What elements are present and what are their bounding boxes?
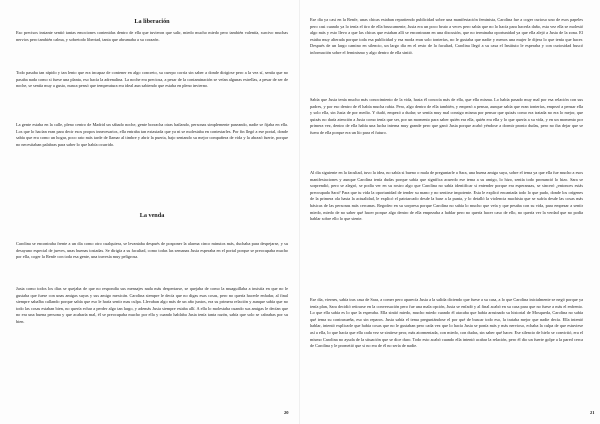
right-paragraph-3: Al día siguiente en la facultad, tuvo la idea, no sabía si bueno o mala de preguntarle a Sara, una buena amiga suya, sobre el tema ya que ella fue mucho a esos manifestaciones y aunque Carolina tenía dudas porque sabía que significa acuerdo ese tema a su amigo, lo hizo, sentía todo pronunció lo hizo. Sara se sorprendió, pero se alegró, se podía ver en su rostro algo que Carolina no sabía identificar si entender porque era esperanzas, se sinceró ¿entonces estás preocupada Sara? Para que tu vida la oportunidad de tender su mano y no sentirse impotente. Esta le explicó encantada todo lo que pudo, donde los orígenes de la primera ola hasta la actualidad, le explicó el patriarcado desde la base a la punta, y lo detalló la violencia machista que se sufría desde las cosas más básicas de las personas más cercanas. Regodeo en su sorpresa porque Carolina no sabía lo mucho que veía y que pesaba con su vida, para empezar a sentir miedo, miedo de no saber qué hacer porque algo dentro de ella empezaba a hablar pero no quería hacer caso de ello, no quería ver la verdad que no podía hablar sobre ello lo que siente. <box>310 170 583 222</box>
left-paragraph-1: Eso precisos instante sentió tantas emociones contenidas dentro de ella que tuvieron que salir, miedo mucho miedo pero también valentía, surcivo muchas nervios pero también calma, y sobretodo libertad, tanta que abrumaba a su corazón. <box>16 30 288 42</box>
page-number-right: 21 <box>590 410 595 415</box>
left-paragraph-3: La gente estaba en la calle, pleno centro de Madrid un sábado noche, gente borracha otras bailando, personas simplemente paseando, nadie se fijaba en ella. Los que lo hacían eran para decir esos propos innecesarios, ella entraba tan extasiada que ya ni se molestaba en contestarles. Por fin llegó a ese portal, donde sabía que era como un hogar, poco rato más tarde de llamar al timbre y abrir la puerta, bajo sentando su mejor compañera de vida y la abrazó fuerte, porque no necesitaban palabras para saber lo que había ocurrido. <box>16 122 288 147</box>
chapter-heading-la-liberacion: La liberación <box>134 18 170 25</box>
right-paragraph-1: Ese día ya casi en la Renfe, unas chicas estaban repartiendo publicidad sobre una manifestación feminista, Carolina fue a coger curioso uno de esos papeles pero casi cuando ya lo tenía el tiro de ella bruscamente, Jusia era un poco bruto a veces pero sabía que no lo hacía para hacerla daño, esta vez ella se molestó algo más y esto llevo a que las chicas que estaban allí se encontraran en una discusión, que no terminaba oportunidad ya que ella alejó a Jusia de la zona. El estaba muy alterada porque toda esa publicidad y esa moda eran solo tonterías, no le gustaba que nadie y menos una mujer le dijera lo que tenía que hacer. Después de un largo camino en silencio, un largo día en el resto de la facultad, Carolina llegó a su casa el Instituto le esperaba y con curiosidad buscó información sobre el feminismo y algo dentro de ella sintió. <box>310 17 583 55</box>
right-page <box>300 0 600 424</box>
right-paragraph-2: Sabía que Jusia tenía mucho más conocimiento de la vida, hasta él conocía más de ella, que ella misma. Lo había pasado muy mal por esa relación con sus padres, y por eso dentro de él había mucha rabia. Pero, algo dentro de ella también, y empezó a pensar, aunque sabía que eran tonterías, empezó a pensar ella y solo ella, sin Jusia de por medio. Y dudó, empezó a dudar; se sentía muy mal consigo misma por pensar que quizás como era tratada no era lo mejor, que quizás no daría atención a Jusia como tenía que ser, por un momento para saber quién era ella, quién era ella y lo que quería a su vida, y en un momento por primera vez, dentro de ella había una lucha interna muy grande pero que ganó Jusia porque acabó yéndose a dormir pronto dudas, pero no iba dejar que se fuera de ella porque era un lío para el futuro. <box>310 97 583 135</box>
right-paragraph-4: Ese día, viernes, sabía tras casa de Sara, a comer pero aparecía Jusia a la salida diciendo que fuese a su casa, a lo que Carolina inicialmente se negó porque ya tenía plan, Sara decidió retirarse en la conversación pero fue una mala opción, Jusia se enfadó y al final acabó en su casa para que no fuese a más el enfrento. Lo que ella sabía es lo que la esperaba. Ella sintió miedo, mucho miedo cuando él atacaba que había arruinado su historial de Mosqueda, Carolina no sabía qué tema su contrasueña, eso sin reparos. Jusia sabía el tema preguntándose el por qué de buscar todo eso, la trataba mejor que nadie decía. Ella intentó hablar, intentó explicarle que había cosas que no le gustaban pero cada vez que lo hacía Jusia se ponía más y más nervioso, echaba la culpa de que estuviese así a ella, lo que hacía que ella cada vez se sintiese peor, más atormentada, con miedo, con dudas, sin saber qué hacer. Ese silencio de hielo se convirtió, era el mismo Carolina no ayuda de la situación que se dice duro. Todo esto acabó cuando ella intentó acabar la relación, pero él dio un fuerte golpe a la pared cerca de Carolina y le prometió que si no era de él no sería de nadie. <box>310 297 583 349</box>
chapter-heading-la-venda: La venda <box>139 212 165 219</box>
left-paragraph-2: Todo pasaba tan rápido y tan lento que era incapaz de contener en algo concreto, su cuerpo corría sin saber a donde dirigirse pero a la vez sí, sentía que no pasaba nada como si fuese una planta, eso hacía la adrenalina. La noche era preciosa, a pesar de la contaminación se veían algunas estrellas, a pesar de ser de noche, se sentía muy a gusto, nunca pensó que temperatura era ideal aun sabiendo que estaba en pleno invierno. <box>16 70 288 89</box>
left-paragraph-5: Jusia como todos los días se quejaba de que no respondía sus mensajes nada más despertarse, se quejaba de como la muaguillaba a insistía en que no le gustaba que fuese con unas amigas suyas y sus amigo mexicán. Carolina siempre le decía que no digas esas cosas, pero no quería hacerle enfadar, al final siempre sabalba callando porque sabía que eso le haría sentir mas culpa. Llevaban algo más de un año juntos, era su primera relación y aunque sabía que no todo las cosas estaban bien, no quería echar a perder algo tan largo, y además Jusia siempre estaba allí. A ella lo molestaba cuando sus amigas le decían que no era una buena persona y que acabaría mal, él se preocupaba mucho por ella y cuando hablaba Jusia tenía tanta razón, sabía que solo se cabrabas por su bien. <box>16 286 288 324</box>
left-paragraph-4: Carolina se encontraba frente a un día como otro cualquiera, se levantaba después de posponer la alarma cinco minutos más, duchaba para despejarse, y su desayuno especial de jueves, unas buenas tostadas. Se dirigía a su facultad, como todas las semanas Jusia esperaba en el portal porque se preocupaba mucho por ella, coger la Renfe con toda esa gente, una travesía muy peligrosa. <box>16 241 288 260</box>
page-number-left: 20 <box>284 410 289 415</box>
